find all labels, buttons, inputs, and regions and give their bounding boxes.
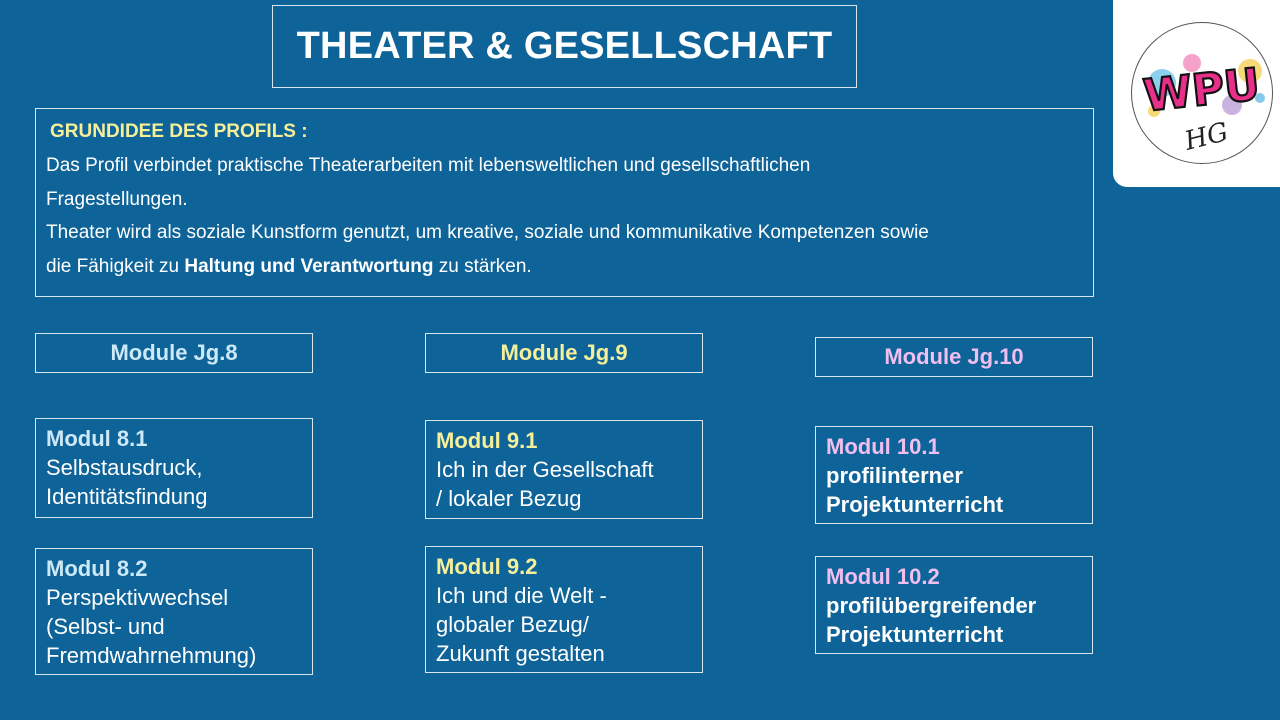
wpu-logo: [1131, 22, 1273, 164]
column-header-jg10: Module Jg.10: [815, 337, 1093, 377]
module-card-9-2: [425, 546, 703, 673]
module-text: / lokaler Bezug: [436, 486, 582, 511]
logo-text-main: WPU: [1141, 59, 1263, 122]
logo-panel: [1113, 0, 1280, 187]
column-header-jg9: Module Jg.9: [425, 333, 703, 373]
title-box: [272, 5, 857, 88]
intro-line-4-start: die Fähigkeit zu: [46, 255, 185, 277]
intro-line-2: Fragestellungen.: [46, 188, 188, 210]
module-card-8-2: [35, 548, 313, 675]
module-text: Fremdwahrnehmung): [46, 643, 257, 668]
module-title: Modul 10.2: [826, 564, 940, 589]
module-text: Ich in der Gesellschaft: [436, 457, 654, 482]
module-title: Modul 8.1: [46, 426, 148, 451]
column-header-jg8: Module Jg.8: [35, 333, 313, 373]
module-title: Modul 9.1: [436, 428, 538, 453]
module-text: Perspektivwechsel: [46, 585, 229, 610]
intro-box: [35, 108, 1094, 297]
module-title: Modul 8.2: [46, 556, 148, 581]
module-text: Ich und die Welt -: [436, 583, 607, 608]
module-title: Modul 10.1: [826, 434, 940, 459]
intro-line-3: Theater wird als soziale Kunstform genutzt, um kreative, soziale und kommunikative Kompetenzen sowie: [46, 222, 929, 243]
page-title: THEATER & GESELLSCHAFT: [296, 25, 833, 67]
module-text: Projektunterricht: [826, 492, 1004, 517]
intro-line-1: Das Profil verbindet praktische Theaterarbeiten mit lebensweltlichen und gesellschaftlichen: [46, 155, 811, 176]
module-card-10-2: [815, 556, 1093, 654]
module-card-10-1: [815, 426, 1093, 524]
module-text: profilinterner: [826, 463, 963, 488]
module-card-9-1: [425, 420, 703, 519]
module-title: Modul 9.2: [436, 554, 538, 579]
module-text: profilübergreifender: [826, 593, 1037, 618]
module-text: Projektunterricht: [826, 622, 1004, 647]
module-text: globaler Bezug/: [436, 612, 589, 637]
module-text: Identitätsfindung: [46, 484, 208, 509]
intro-heading: GRUNDIDEE DES PROFILS :: [50, 121, 308, 142]
module-card-8-1: [35, 418, 313, 518]
module-text: Selbstausdruck,: [46, 455, 203, 480]
intro-line-4: [46, 250, 1083, 284]
logo-text-sub: HG: [1181, 117, 1232, 157]
logo-graphic: [1132, 23, 1273, 164]
module-text: (Selbst- und: [46, 614, 165, 639]
module-text: Zukunft gestalten: [436, 641, 605, 666]
intro-line-4-bold: Haltung und Verantwortung: [184, 255, 434, 277]
intro-line-4-end: zu stärken.: [433, 255, 532, 277]
